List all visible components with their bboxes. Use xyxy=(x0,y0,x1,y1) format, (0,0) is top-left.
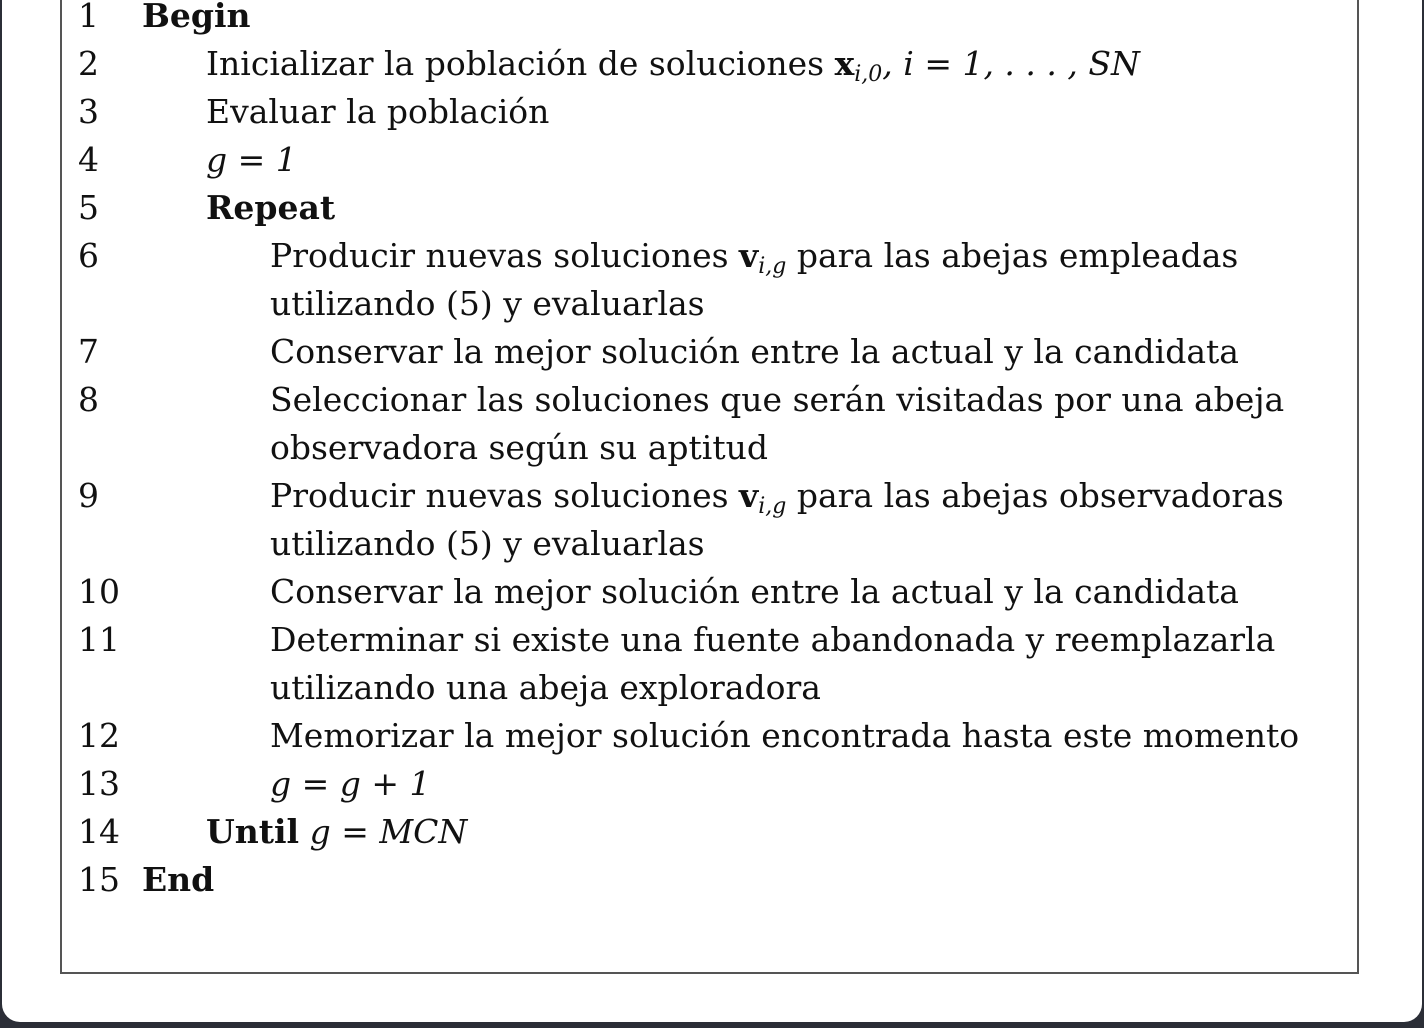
line-number: 8 xyxy=(78,380,99,419)
line-text-continuation: utilizando una abeja exploradora xyxy=(270,668,821,707)
line-number: 3 xyxy=(78,92,99,131)
math-subscript: i,g xyxy=(758,494,787,519)
line-number: 6 xyxy=(78,236,99,275)
math-vector: v xyxy=(739,236,759,275)
line-text-continuation: utilizando (5) y evaluarlas xyxy=(270,284,705,323)
text-pre: Inicializar la población de soluciones xyxy=(206,44,835,83)
math-expression: g = 1 xyxy=(206,140,297,179)
line-number: 11 xyxy=(78,620,120,659)
line-text-continuation: observadora según su aptitud xyxy=(270,428,768,467)
text-pre: Producir nuevas soluciones xyxy=(270,476,740,515)
line-text: Memorizar la mejor solución encontrada hasta este momento xyxy=(270,716,1300,755)
line-text xyxy=(206,812,467,852)
line-number: 9 xyxy=(78,476,99,515)
math-expression: g = MCN xyxy=(299,812,468,851)
line-text xyxy=(270,236,1239,279)
line-text: Conservar la mejor solución entre la actual y la candidata xyxy=(270,332,1239,371)
keyword-begin: Begin xyxy=(142,0,251,35)
text-pre: Producir nuevas soluciones xyxy=(270,236,740,275)
math-subscript: i,0 xyxy=(854,62,883,87)
keyword-until: Until xyxy=(206,812,300,851)
line-number: 2 xyxy=(78,44,99,83)
line-number: 5 xyxy=(78,188,99,227)
line-number: 10 xyxy=(78,572,120,611)
line-number: 12 xyxy=(78,716,120,755)
line-number: 14 xyxy=(78,812,120,851)
line-number: 15 xyxy=(78,860,120,899)
line-text: Seleccionar las soluciones que serán visitadas por una abeja xyxy=(270,380,1285,419)
text-post: para las abejas empleadas xyxy=(786,236,1239,275)
line-text: Conservar la mejor solución entre la actual y la candidata xyxy=(270,572,1239,611)
text-post: para las abejas observadoras xyxy=(786,476,1284,515)
keyword-repeat: Repeat xyxy=(206,188,336,227)
line-text: Determinar si existe una fuente abandonada y reemplazarla xyxy=(270,620,1276,659)
line-text xyxy=(270,476,1284,519)
algorithm-box xyxy=(60,0,1359,974)
line-text-continuation: utilizando (5) y evaluarlas xyxy=(270,524,705,563)
line-number: 1 xyxy=(78,0,99,35)
math-subscript: i,g xyxy=(758,254,787,279)
line-text: Evaluar la población xyxy=(206,92,550,131)
math-vector: v xyxy=(739,476,759,515)
line-number: 7 xyxy=(78,332,99,371)
line-number: 13 xyxy=(78,764,120,803)
math-vector: x xyxy=(834,44,855,83)
document-card xyxy=(2,0,1422,1022)
line-text xyxy=(206,44,1140,87)
math-expression: , i = 1, . . . , SN xyxy=(882,44,1140,83)
math-expression: g = g + 1 xyxy=(270,764,431,803)
keyword-end: End xyxy=(142,860,215,899)
line-number: 4 xyxy=(78,140,99,179)
